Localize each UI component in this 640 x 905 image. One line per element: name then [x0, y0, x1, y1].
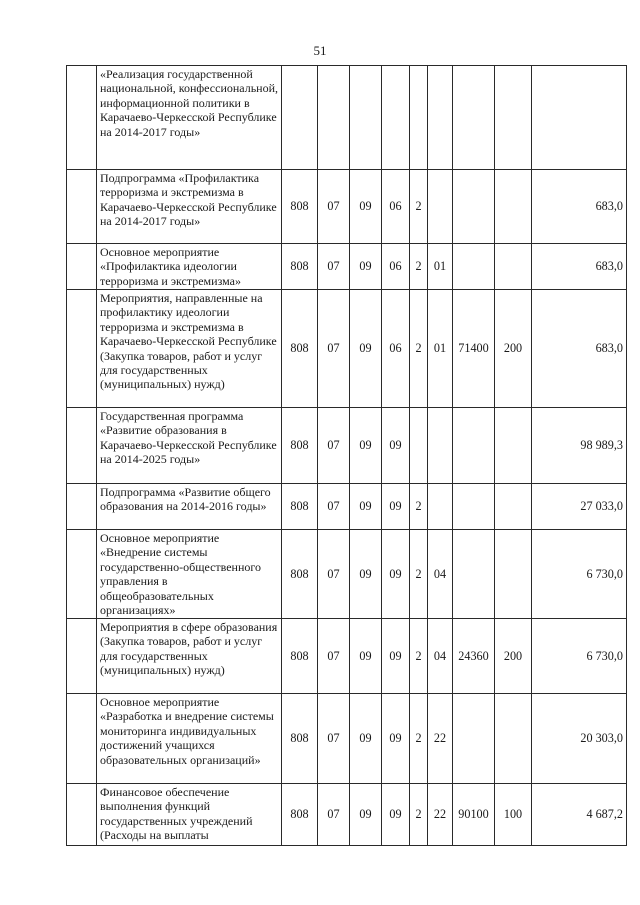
subprogram-code: [410, 66, 428, 170]
table-row: [67, 694, 627, 784]
table-row: [67, 408, 627, 484]
amount: 683,0: [532, 290, 627, 408]
amount: 4 687,2: [532, 784, 627, 846]
direction-code: [453, 484, 495, 530]
amount: 683,0: [532, 170, 627, 244]
activity-code: 22: [428, 694, 453, 784]
amount: 6 730,0: [532, 530, 627, 619]
section-code: 07: [318, 244, 350, 290]
subsection-code: 09: [350, 619, 382, 694]
expense-type-code: 100: [495, 784, 532, 846]
expense-type-code: [495, 66, 532, 170]
ministry-code: 808: [282, 619, 318, 694]
activity-code: [428, 170, 453, 244]
ministry-code: 808: [282, 784, 318, 846]
amount: 98 989,3: [532, 408, 627, 484]
page-number: 51: [313, 43, 327, 58]
table-row: [67, 784, 627, 846]
amount: 683,0: [532, 244, 627, 290]
expense-type-code: [495, 244, 532, 290]
row-index-cell: [67, 290, 97, 408]
expense-type-code: [495, 170, 532, 244]
table-row: [67, 66, 627, 170]
ministry-code: 808: [282, 530, 318, 619]
row-name: Основное мероприятие «Внедрение системы государственно-общественного управления в общеобразовательных организациях»: [97, 530, 282, 619]
ministry-code: 808: [282, 694, 318, 784]
direction-code: [453, 66, 495, 170]
program-code: 09: [382, 784, 410, 846]
subprogram-code: 2: [410, 244, 428, 290]
subprogram-code: [410, 408, 428, 484]
subprogram-code: 2: [410, 784, 428, 846]
section-code: 07: [318, 530, 350, 619]
table-row: [67, 290, 627, 408]
direction-code: [453, 408, 495, 484]
row-name: Основное мероприятие «Профилактика идеологии терроризма и экстремизма»: [97, 244, 282, 290]
section-code: 07: [318, 290, 350, 408]
subprogram-code: 2: [410, 530, 428, 619]
subprogram-code: 2: [410, 484, 428, 530]
row-index-cell: [67, 244, 97, 290]
expense-type-code: [495, 530, 532, 619]
activity-code: 22: [428, 784, 453, 846]
direction-code: 90100: [453, 784, 495, 846]
direction-code: 71400: [453, 290, 495, 408]
program-code: [382, 66, 410, 170]
activity-code: 04: [428, 530, 453, 619]
table-row: [67, 484, 627, 530]
subsection-code: 09: [350, 784, 382, 846]
subprogram-code: 2: [410, 619, 428, 694]
subprogram-code: 2: [410, 694, 428, 784]
activity-code: [428, 66, 453, 170]
row-index-cell: [67, 170, 97, 244]
direction-code: 24360: [453, 619, 495, 694]
subsection-code: 09: [350, 530, 382, 619]
subprogram-code: 2: [410, 290, 428, 408]
program-code: 06: [382, 244, 410, 290]
section-code: 07: [318, 619, 350, 694]
section-code: [318, 66, 350, 170]
section-code: 07: [318, 408, 350, 484]
row-name: Государственная программа «Развитие образования в Карачаево-Черкесской Республике на 2014-2025 годы»: [97, 408, 282, 484]
ministry-code: 808: [282, 290, 318, 408]
row-name: Финансовое обеспечение выполнения функций государственных учреждений (Расходы на выплаты: [97, 784, 282, 846]
amount: 6 730,0: [532, 619, 627, 694]
program-code: 09: [382, 694, 410, 784]
row-name: Подпрограмма «Профилактика терроризма и экстремизма в Карачаево-Черкесской Республике на 2014-2017 годы»: [97, 170, 282, 244]
section-code: 07: [318, 484, 350, 530]
row-name: Подпрограмма «Развитие общего образования на 2014-2016 годы»: [97, 484, 282, 530]
expense-type-code: [495, 484, 532, 530]
expense-type-code: [495, 408, 532, 484]
ministry-code: 808: [282, 244, 318, 290]
row-index-cell: [67, 619, 97, 694]
subsection-code: 09: [350, 170, 382, 244]
expense-type-code: 200: [495, 619, 532, 694]
activity-code: 01: [428, 244, 453, 290]
amount: 27 033,0: [532, 484, 627, 530]
ministry-code: 808: [282, 484, 318, 530]
subsection-code: 09: [350, 290, 382, 408]
program-code: 09: [382, 619, 410, 694]
subsection-code: 09: [350, 694, 382, 784]
row-index-cell: [67, 484, 97, 530]
ministry-code: [282, 66, 318, 170]
activity-code: [428, 408, 453, 484]
program-code: 06: [382, 170, 410, 244]
ministry-code: 808: [282, 408, 318, 484]
table-row: [67, 619, 627, 694]
subsection-code: 09: [350, 484, 382, 530]
program-code: 06: [382, 290, 410, 408]
row-index-cell: [67, 408, 97, 484]
activity-code: 01: [428, 290, 453, 408]
activity-code: [428, 484, 453, 530]
row-index-cell: [67, 530, 97, 619]
section-code: 07: [318, 694, 350, 784]
section-code: 07: [318, 784, 350, 846]
row-name: Мероприятия в сфере образования (Закупка товаров, работ и услуг для государственных (муниципальных) нужд): [97, 619, 282, 694]
row-name: Основное мероприятие «Разработка и внедрение системы мониторинга индивидуальных достижений учащихся образовательных организаций»: [97, 694, 282, 784]
direction-code: [453, 530, 495, 619]
budget-table: [66, 65, 627, 846]
subsection-code: 09: [350, 244, 382, 290]
program-code: 09: [382, 484, 410, 530]
subsection-code: 09: [350, 408, 382, 484]
expense-type-code: [495, 694, 532, 784]
activity-code: 04: [428, 619, 453, 694]
amount: 20 303,0: [532, 694, 627, 784]
row-index-cell: [67, 784, 97, 846]
row-index-cell: [67, 66, 97, 170]
row-name: Мероприятия, направленные на профилактику идеологии терроризма и экстремизма в Карачаево-Черкесской Республике (Закупка товаров, работ и услуг для государственных (муниципальных) нужд): [97, 290, 282, 408]
expense-type-code: 200: [495, 290, 532, 408]
direction-code: [453, 244, 495, 290]
subprogram-code: 2: [410, 170, 428, 244]
subsection-code: [350, 66, 382, 170]
direction-code: [453, 170, 495, 244]
program-code: 09: [382, 408, 410, 484]
ministry-code: 808: [282, 170, 318, 244]
table-row: [67, 170, 627, 244]
direction-code: [453, 694, 495, 784]
table-row: [67, 244, 627, 290]
table-row: [67, 530, 627, 619]
row-name: «Реализация государственной национальной, конфессиональной, информационной политики в Карачаево-Черкесской Республике на 2014-2017 годы»: [97, 66, 282, 170]
program-code: 09: [382, 530, 410, 619]
row-index-cell: [67, 694, 97, 784]
section-code: 07: [318, 170, 350, 244]
amount: [532, 66, 627, 170]
